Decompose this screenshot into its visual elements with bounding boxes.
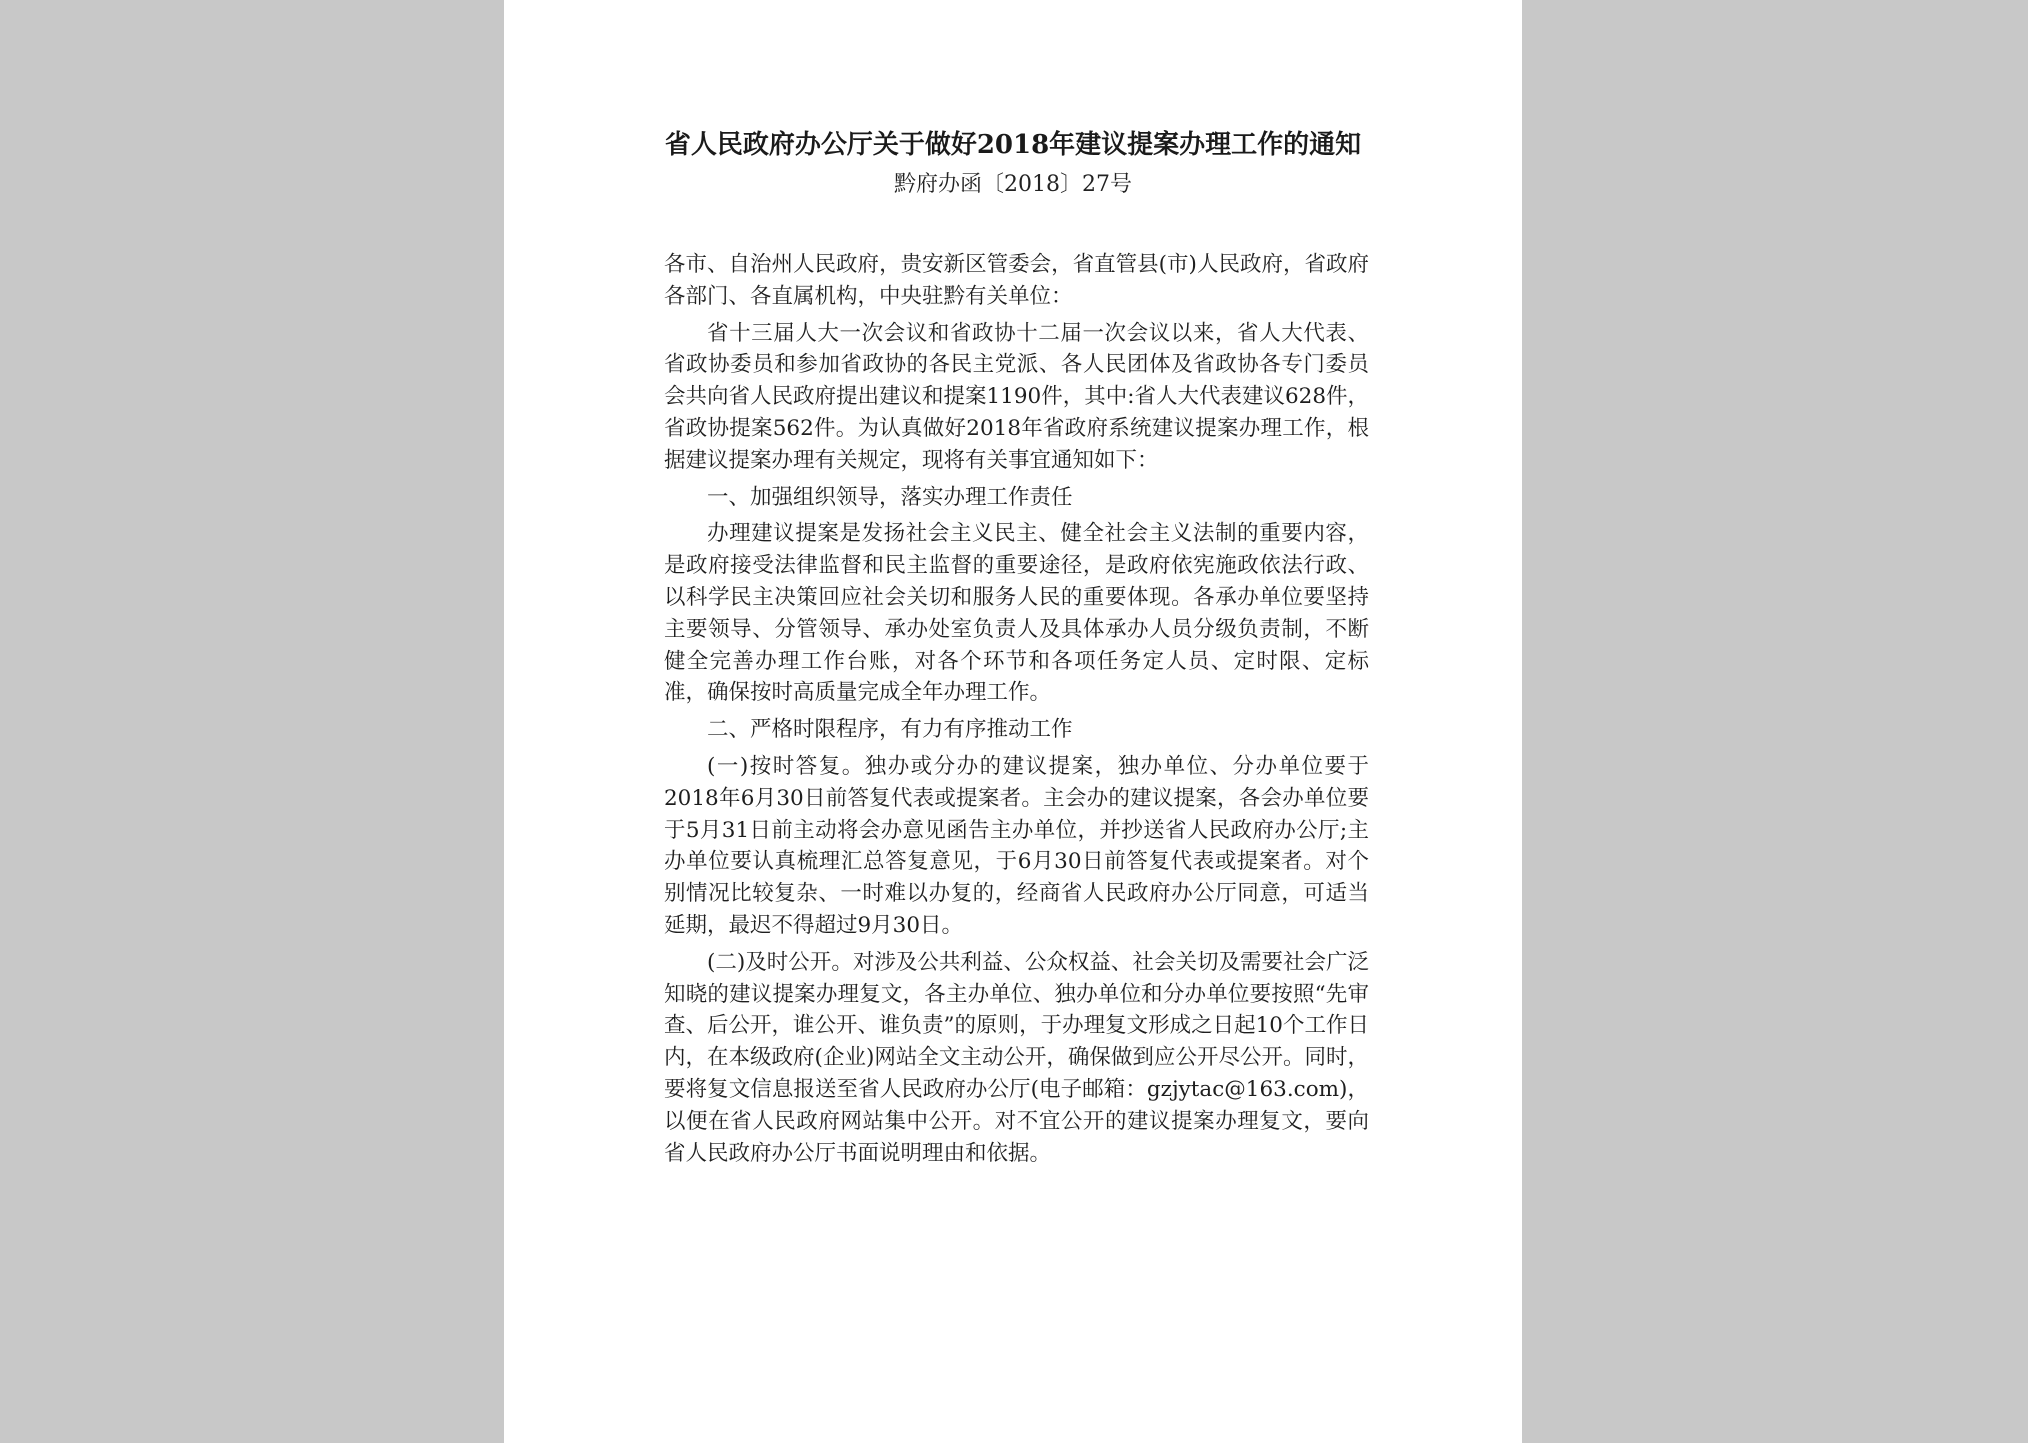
paragraph-intro: 省十三届人大一次会议和省政协十二届一次会议以来，省人大代表、省政协委员和参加省政协的各民主党派、各人民团体及省政协各专门委员会共向省人民政府提出建议和提案1190件，其中:省人大代表建议628件，省政协提案562件。为认真做好2018年省政府系统建议提案办理工作，根据建议提案办理有关规定，现将有关事宜通知如下： [664,320,1369,473]
section-heading-1: 一、加强组织领导，落实办理工作责任 [707,484,1073,510]
paragraph-section-1: 办理建议提案是发扬社会主义民主、健全社会主义法制的重要内容，是政府接受法律监督和民主监督的重要途径，是政府依宪施政依法行政、以科学民主决策回应社会关切和服务人民的重要体现。各承办单位要坚持主要领导、分管领导、承办处室负责人及具体承办人员分级负责制，不断健全完善办理工作台账，对各个环节和各项任务定人员、定时限、定标准，确保按时高质量完成全年办理工作。 [664,521,1369,706]
paragraph-timely-disclosure: (二)及时公开。对涉及公共利益、公众权益、社会关切及需要社会广泛知晓的建议提案办理复文，各主办单位、独办单位和分办单位要按照“先审查、后公开，谁公开、谁负责”的原则，于办理复文形成之日起10个工作日内，在本级政府(企业)网站全文主动公开，确保做到应公开尽公开。同时，要将复文信息报送至省人民政府办公厅(电子邮箱：gzjytac@163.com)，以便在省人民政府网站集中公开。对不宜公开的建议提案办理复文，要向省人民政府办公厅书面说明理由和依据。 [664,949,1369,1166]
document-page [504,0,1522,1443]
paragraph-timely-reply: (一)按时答复。独办或分办的建议提案，独办单位、分办单位要于2018年6月30日前答复代表或提案者。主会办的建议提案，各会办单位要于5月31日前主动将会办意见函告主办单位，并抄送省人民政府办公厅;主办单位要认真梳理汇总答复意见，于6月30日前答复代表或提案者。对个别情况比较复杂、一时难以办复的，经商省人民政府办公厅同意，可适当延期，最迟不得超过9月30日。 [664,753,1369,938]
salutation: 各市、自治州人民政府，贵安新区管委会，省直管县(市)人民政府，省政府各部门、各直属机构，中央驻黔有关单位： [664,252,1369,309]
section-heading-2: 二、严格时限程序，有力有序推动工作 [707,717,1073,743]
document-number: 黔府办函〔2018〕27号 [894,172,1132,197]
document-title: 省人民政府办公厅关于做好2018年建议提案办理工作的通知 [664,130,1362,160]
document-body [664,249,1369,1174]
